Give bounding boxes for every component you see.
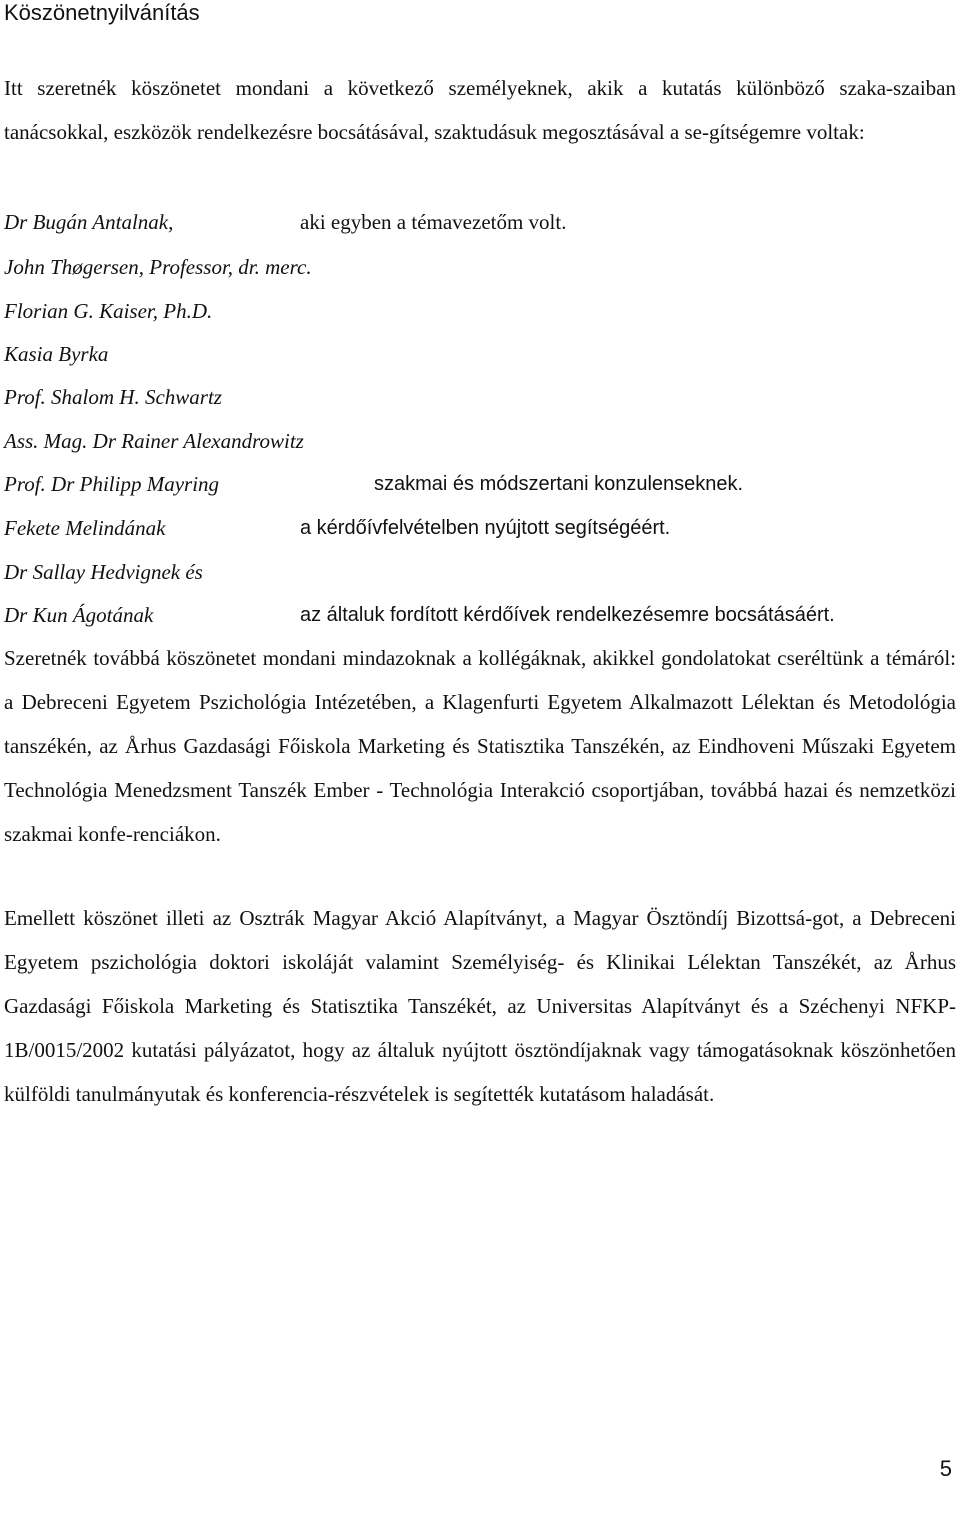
body-paragraph: Emellett köszönet illeti az Osztrák Magyar Akció Alapítványt, a Magyar Ösztöndíj Bizottsá-got, a Debreceni Egyetem pszichológia doktori iskoláját valamint Személyiség- és Klinikai Lélektan Tanszékét, az Århus Gazdasági Főiskola Marketing és Statisztika Tanszékét, az Universitas Alapítványt és a Széchenyi NFKP-1B/0015/2002 kutatási pályázatot, hogy az általuk nyújtott ösztöndíjaknak vagy támogatásoknak köszönhetően külföldi tanulmányutak és konferencia-részvételek is segítették kutatásom haladását. bbox=[4, 906, 956, 1106]
acknowledgement-item bbox=[4, 339, 956, 369]
acknowledgement-item bbox=[4, 207, 956, 237]
acknowledged-person-name: Prof. Shalom H. Schwartz bbox=[4, 385, 222, 409]
acknowledged-person-name: Ass. Mag. Dr Rainer Alexandrowitz bbox=[4, 429, 304, 453]
acknowledgement-note: a kérdőívfelvételben nyújtott segítségéért. bbox=[300, 517, 671, 539]
acknowledgement-item bbox=[4, 382, 956, 412]
acknowledged-person-name: Florian G. Kaiser, Ph.D. bbox=[4, 299, 213, 323]
acknowledged-person-name: Dr Bugán Antalnak, bbox=[4, 210, 174, 234]
acknowledgement-note: szakmai és módszertani konzulenseknek. bbox=[374, 473, 744, 495]
acknowledged-person-name: Dr Sallay Hedvignek és bbox=[4, 560, 203, 584]
acknowledgement-note: az általuk fordított kérdőívek rendelkezésemre bocsátásáért. bbox=[300, 604, 835, 626]
acknowledged-person-name: Fekete Melindának bbox=[4, 516, 166, 540]
acknowledgement-item bbox=[4, 296, 956, 326]
acknowledged-person-name: Dr Kun Ágotának bbox=[4, 603, 154, 627]
acknowledgement-item bbox=[4, 426, 956, 456]
body-paragraph: Szeretnék továbbá köszönetet mondani mindazoknak a kollégáknak, akikkel gondolatokat cseréltünk a témáról: a Debreceni Egyetem Pszichológia Intézetében, a Klagenfurti Egyetem Alkalmazott Lélektan és Metodológia tanszékén, az Århus Gazdasági Főiskola Marketing és Statisztika Tanszékén, az Eindhoveni Műszaki Egyetem Technológia Menedzsment Tanszék Ember - Technológia Interakció csoportjában, továbbá hazai és nemzetközi szakmai konfe-renciákon. bbox=[4, 646, 956, 846]
acknowledgement-note: aki egyben a témavezetőm volt. bbox=[300, 210, 567, 234]
page-number: 5 bbox=[939, 1456, 952, 1481]
acknowledgement-item bbox=[4, 600, 956, 630]
acknowledgement-item bbox=[4, 513, 956, 543]
acknowledged-person-name: Prof. Dr Philipp Mayring bbox=[4, 472, 220, 496]
acknowledged-person-name: Kasia Byrka bbox=[4, 342, 109, 366]
acknowledged-person-name: John Thøgersen, Professor, dr. merc. bbox=[4, 255, 312, 279]
acknowledgement-item bbox=[4, 469, 956, 499]
page-heading: Köszönetnyilvánítás bbox=[4, 0, 200, 25]
acknowledgement-item bbox=[4, 252, 956, 282]
intro-paragraph: Itt szeretnék köszönetet mondani a következő személyeknek, akik a kutatás különböző szaka-szaiban tanácsokkal, eszközök rendelkezésre bocsátásával, szaktudásuk megosztásával a se-gítségemre voltak: bbox=[4, 76, 956, 144]
acknowledgement-item bbox=[4, 557, 956, 587]
